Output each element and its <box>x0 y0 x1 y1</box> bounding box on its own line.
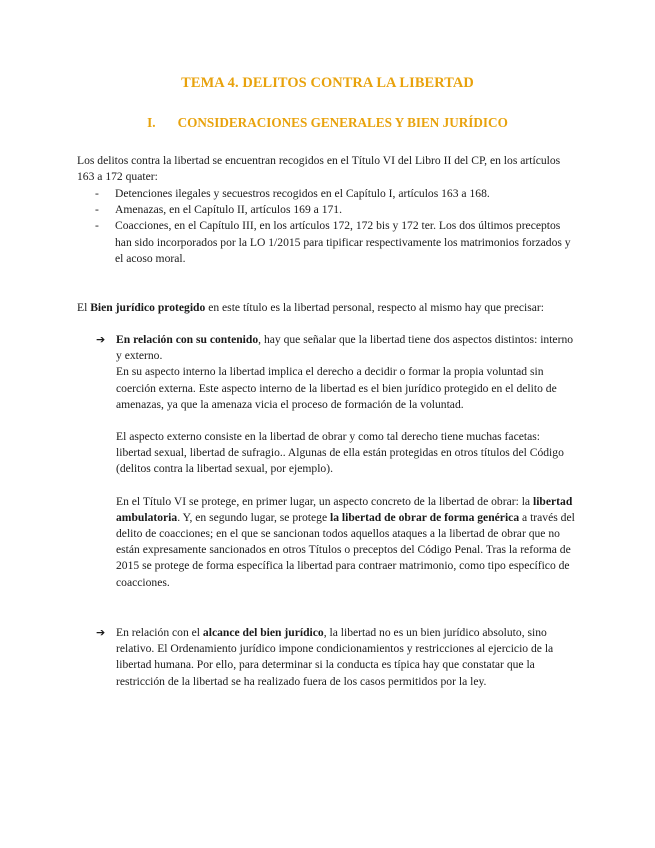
crime-list <box>95 186 575 267</box>
arrow-bullet-icon: ➔ <box>96 333 106 346</box>
dash-bullet: - <box>95 187 99 200</box>
bien-juridico-paragraph <box>77 300 597 316</box>
contenido-paragraph-2: En su aspecto interno la libertad implica el derecho a decidir o formar la propia voluntad sin coerción externa. Este aspecto interno de la libertad es el bien jurídico protegido en el delito de amenazas, ya que la amenaza vicia el proceso de formación de la voluntad. <box>116 365 557 411</box>
bien-pre: El <box>77 301 91 314</box>
arrow-item-contenido <box>96 332 576 591</box>
list-item-text: Detenciones ilegales y secuestros recogidos en el Capítulo I, artículos 163 a 168. <box>115 187 490 200</box>
p4-e: a través del delito de coacciones; en el que se sancionan todos aquellos ataques a la libertad de obrar que no están expresamente sancionados en otros Títulos o preceptos del Código Penal. Tras la reforma de 2015 se protege de forma específica la libertad para contraer matrimonio, como tipo específico de coacciones. <box>116 510 575 589</box>
contenido-paragraph-4 <box>116 494 576 591</box>
alcance-paragraph <box>116 625 576 690</box>
contenido-rest: , hay que señalar que la libertad tiene dos aspectos distintos: interno y externo. <box>116 333 574 363</box>
libertad-obrar-bold: la libertad de obrar de forma genérica <box>330 510 520 524</box>
intro-paragraph: Los delitos contra la libertad se encuentran recogidos en el Título VI del Libro II del CP, en los artículos 163 a 172 quater: <box>77 154 561 184</box>
list-item <box>95 218 575 267</box>
p4-c: . Y, en segundo lugar, se protege <box>177 510 330 524</box>
list-item-text: Amenazas, en el Capítulo II, artículos 169 a 171. <box>115 203 342 217</box>
bien-post: en este título es la libertad personal, respecto al mismo hay que precisar: <box>205 301 544 314</box>
document-title: TEMA 4. DELITOS CONTRA LA LIBERTAD <box>181 75 474 91</box>
section-heading <box>0 115 655 131</box>
arrow-item-content <box>116 332 576 591</box>
alcance-rest: , la libertad no es un bien jurídico absoluto, sino relativo. El Ordenamiento jurídico impone condicionamientos y restricciones al ejercicio de la libertad humana. Por ello, para determinar si la conducta es típica hay que constatar que la restricción de la libertad se ha realizado fuera de los casos permitidos por la ley. <box>116 626 554 688</box>
list-item <box>95 186 575 202</box>
bien-bold: Bien jurídico protegido <box>90 301 206 314</box>
section-heading-text: CONSIDERACIONES GENERALES Y BIEN JURÍDICO <box>177 115 508 130</box>
list-item <box>95 202 575 218</box>
alcance-pre: En relación con el <box>116 626 203 639</box>
arrow-item-content <box>116 625 576 690</box>
contenido-paragraph-1 <box>116 332 576 364</box>
p4-a: En el Título VI se protege, en primer lugar, un aspecto concreto de la libertad de obrar: la <box>116 494 533 508</box>
dash-bullet: - <box>95 219 99 233</box>
libertad-ambulatoria-bold: libertad ambulatoria <box>116 494 573 524</box>
contenido-bold: En relación con su contenido <box>116 333 259 346</box>
contenido-paragraph-3: El aspecto externo consiste en la libertad de obrar y como tal derecho tiene muchas facetas: libertad sexual, libertad de sufragio.. Algunas de ella están protegidas en otros títulos del Código (delitos contra la libertad sexual, por ejemplo). <box>116 430 564 476</box>
list-item-text: Coacciones, en el Capítulo III, en los artículos 172, 172 bis y 172 ter. Los dos últimos preceptos han sido incorporados por la LO 1/2015 para tipificar respectivamente los matrimonios forzados y el acoso moral. <box>115 219 571 265</box>
dash-bullet: - <box>95 203 99 217</box>
section-number: I. <box>147 115 156 130</box>
arrow-bullet-icon: ➔ <box>96 626 106 639</box>
arrow-item-alcance <box>96 625 576 690</box>
alcance-bold: alcance del bien jurídico <box>202 626 324 639</box>
